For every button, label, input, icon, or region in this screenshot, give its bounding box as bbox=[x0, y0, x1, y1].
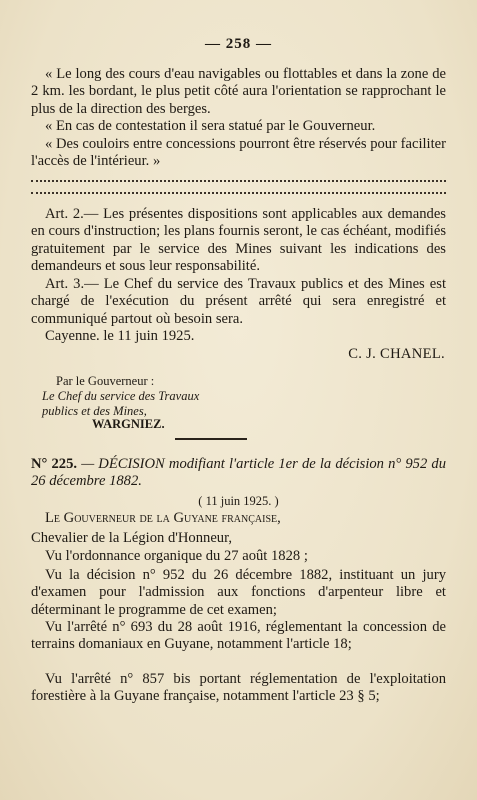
section-rule bbox=[175, 438, 247, 440]
place-date: Cayenne. le 11 juin 1925. bbox=[45, 328, 195, 344]
paragraph-orientation bbox=[31, 66, 446, 118]
vu-ordonnance: Vu l'ordonnance organique du 27 août 1828 ; bbox=[45, 548, 308, 564]
paragraph-text: « Le long des cours d'eau navigables ou flottables et dans la zone de 2 km. les bordant, le plus petit côté aura l'orientation se rapprochant le plus de la direction des berges. bbox=[31, 66, 446, 117]
vu-arrete-857: Vu l'arrêté n° 857 bis portant réglementation de l'exploitation forestière à la Guyane française, notamment l'article 23 § 5; bbox=[31, 671, 446, 705]
paragraph-couloirs bbox=[31, 136, 446, 171]
dotted-separator bbox=[31, 180, 446, 184]
article-2 bbox=[31, 206, 446, 275]
par-le-gouverneur: Par le Gouverneur : bbox=[56, 374, 155, 388]
paragraph-text: « Des couloirs entre concessions pourront être réservés pour faciliter l'accès de l'intérieur. » bbox=[31, 136, 446, 170]
chef-service-line: Le Chef du service des Travaux publics et des Mines, bbox=[42, 389, 200, 418]
page-number: — 258 — bbox=[205, 36, 272, 52]
governor-line: Le Gouverneur de la Guyane française, bbox=[45, 510, 281, 526]
article-text: Art. 2.— Les présentes dispositions sont applicables aux demandes en cours d'instruction; les plans fournis seront, le cas échéant, modifiés gratuitement par le service des Mines suivant les indications des demandeurs et sous leur responsabilité. bbox=[31, 206, 446, 274]
vu-arrete-693: Vu l'arrêté n° 693 du 28 août 1916, réglementant la concession de terrains domaniaux en Guyane, notamment l'article 18; bbox=[31, 619, 446, 653]
signature-chanel: C. J. CHANEL. bbox=[348, 346, 445, 362]
chef-name: WARGNIEZ. bbox=[92, 417, 165, 431]
article-3 bbox=[31, 276, 446, 328]
vu-decision-952: Vu la décision n° 952 du 26 décembre 1882, instituant un jury d'examen pour l'admission aux fonctions d'arpenteur libre et déterminant le programme de cet examen; bbox=[31, 567, 446, 618]
paragraph-contestation bbox=[31, 118, 446, 135]
decision-title: — DÉCISION modifiant l'article 1er de la décision n° 952 du 26 décembre 1882. bbox=[31, 456, 446, 490]
decision-number: N° 225. bbox=[31, 456, 78, 472]
dotted-separator bbox=[31, 192, 446, 196]
chevalier-line: Chevalier de la Légion d'Honneur, bbox=[31, 530, 233, 546]
decision-date: ( 11 juin 1925. ) bbox=[198, 494, 279, 508]
article-text: Art. 3.— Le Chef du service des Travaux publics et des Mines est chargé de l'exécution du présent arrêté qui sera enregistré et communiqué partout où besoin sera. bbox=[31, 276, 446, 327]
paragraph-text: « En cas de contestation il sera statué par le Gouverneur. bbox=[45, 118, 376, 134]
decision-heading bbox=[31, 456, 446, 491]
